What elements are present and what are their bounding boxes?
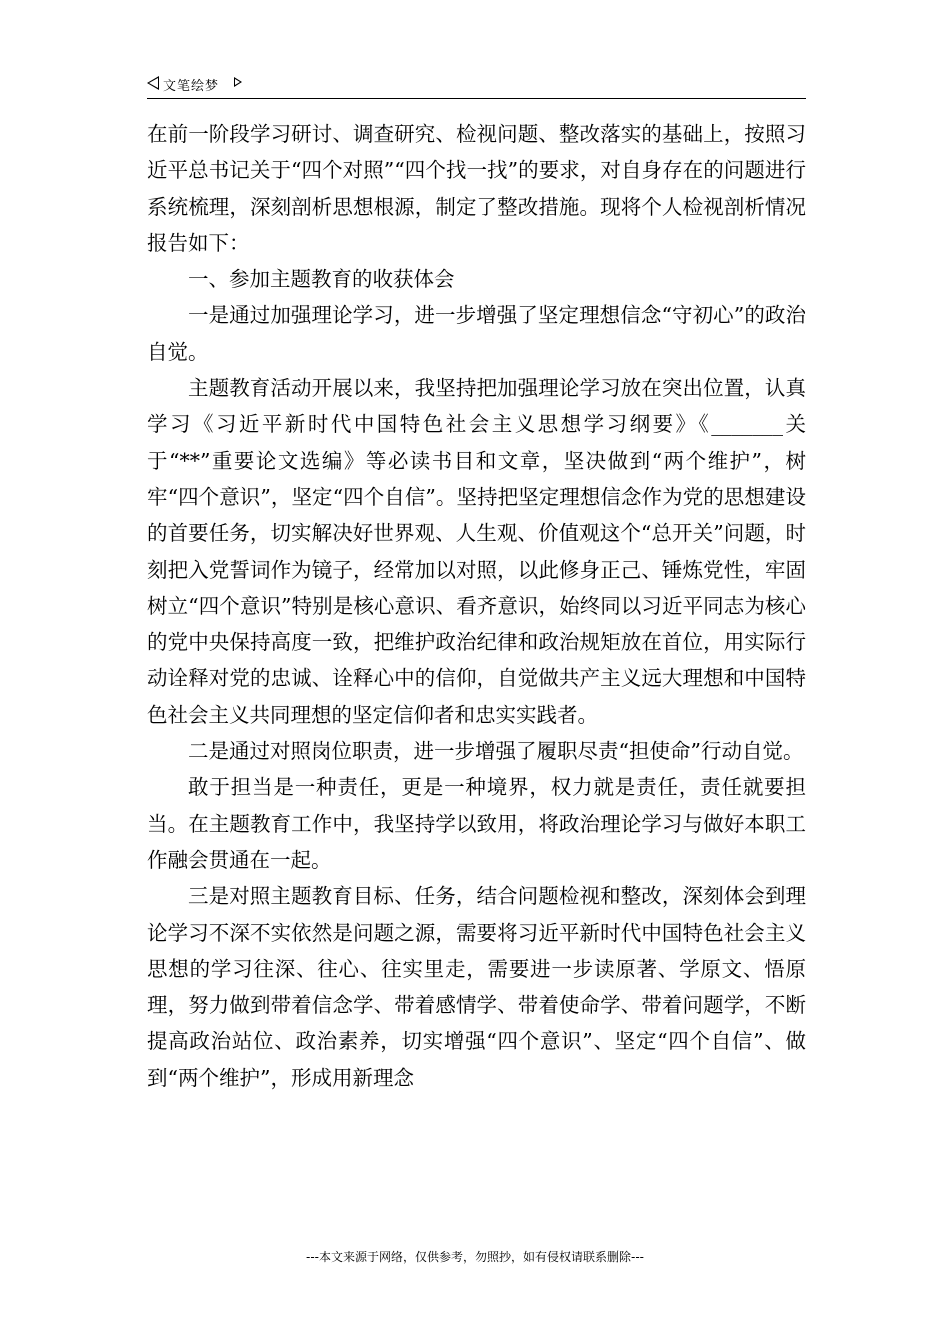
triangle-left-icon [147, 76, 159, 90]
brand-name: 文笔绘梦 [163, 79, 220, 94]
page-header [147, 72, 806, 99]
section-heading: 一、参加主题教育的收获体会 [188, 267, 455, 292]
paragraph: 一是通过加强理论学习，进一步增强了坚定理想信念“守初心”的政治自觉。 [147, 303, 806, 364]
paragraph: 主题教育活动开展以来，我坚持把加强理论学习放在突出位置，认真学习《习近平新时代中国特色社会主义思想学习纲要》《_______关于“**”重要论文选编》等必读书目和文章，坚决做到“两个维护”，树牢“四个意识”，坚定“四个自信”。坚持把坚定理想信念作为党的思想建设的首要任务，切实解决好世界观、人生观、价值观这个“总开关”问题，时刻把入党誓词作为镜子，经常加以对照，以此修身正己、锤炼党性，牢固树立“四个意识”特别是核心意识、看齐意识，始终同以习近平同志为核心的党中央保持高度一致，把维护政治纪律和政治规矩放在首位，用实际行动诠释对党的忠诚、诠释心中的信仰，自觉做共产主义远大理想和中国特色社会主义共同理想的坚定信仰者和忠实实践者。 [147, 376, 806, 727]
paragraph: 敢于担当是一种责任，更是一种境界，权力就是责任，责任就要担当。在主题教育工作中，我坚持学以致用，将政治理论学习与做好本职工作融会贯通在一起。 [147, 775, 806, 872]
triangle-right-icon [234, 77, 242, 87]
paragraph: 在前一阶段学习研讨、调查研究、检视问题、整改落实的基础上，按照习近平总书记关于“四个对照”“四个找一找”的要求，对自身存在的问题进行系统梳理，深刻剖析思想根源，制定了整改措施。现将个人检视剖析情况报告如下： [147, 122, 806, 255]
paragraph: 三是对照主题教育目标、任务，结合问题检视和整改，深刻体会到理论学习不深不实依然是问题之源，需要将习近平新时代中国特色社会主义思想的学习往深、往心、往实里走，需要进一步读原著、学原文、悟原理，努力做到带着信念学、带着感情学、带着使命学、带着问题学，不断提高政治站位、政治素养，切实增强“四个意识”、坚定“四个自信”、做到“两个维护”，形成用新理念 [147, 884, 806, 1090]
document-body [147, 116, 806, 1096]
paragraph: 二是通过对照岗位职责，进一步增强了履职尽责“担使命”行动自觉。 [188, 739, 804, 764]
page-footer: ---本文来源于网络，仅供参考，勿照抄，如有侵权请联系删除--- [306, 1250, 644, 1264]
